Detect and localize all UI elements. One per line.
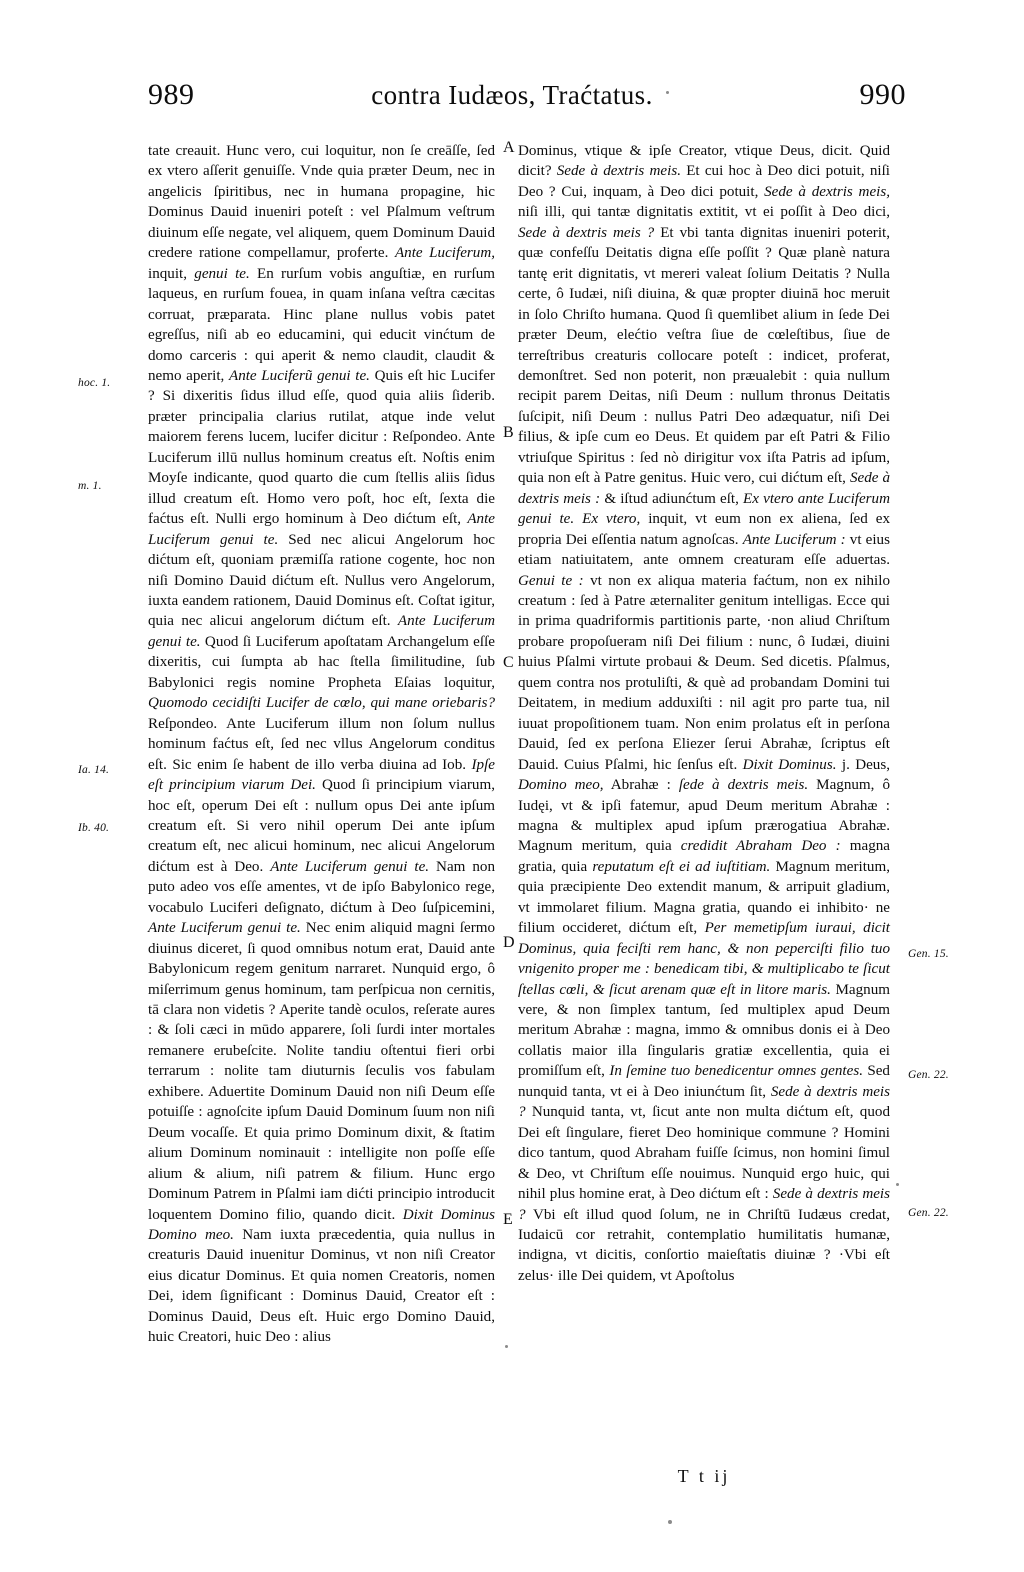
signature-mark: T t ij <box>677 1466 731 1486</box>
margin-note-left: m. 1. <box>78 480 102 492</box>
running-head <box>0 78 1024 118</box>
scan-speckle <box>668 1520 672 1524</box>
scan-speckle <box>505 1345 508 1348</box>
column-body-left: tate creauit. Hunc vero, cui loquitur, non ſe creāſſe, ſed ex vtero aſſerit genuiſſe. Vnde quia præter Deum, nec in angelicis ſpiritibus, nec in humana propagine, hic Dominus Dauid inueniri poteſt : vel Pſalmum veſtrum diuinum eſſe negate, vel aliquem, quem Dominum Dauid credere ratione compellamur, proferte. Ante Luciferum, inquit, genui te. En rurſum vobis anguſtiæ, en rurſum laqueus, en rurſum fouea, in quam inſana veſtra cæcitas corruat, præparata. Hinc plane nullus vobis patet egreſſus, niſi ab eo educamini, qui educit vinćtum de domo carceris : qui aperit & nemo claudit, claudit & nemo aperit, Ante Luciferũ genui te. Quis eſt hic Lucifer ? Si dixeritis ſidus illud eſſe, quod quia aliis ſiderib. præter principalia clarius rutilat, atque inde velut maiorem ferens lucem, lucifer dicitur : Reſpondeo. Ante Luciferum illū nullus hominum creatus eſt. Noſtis enim Moyſe indicante, quod quarto die cum ſtellis aliis ſidus illud creatum eſt. Homo vero poſt, hoc eſt, ſexta die faćtus eſt. Nulli ergo hominum à Deo dićtum eſt, Ante Luciferum genui te. Sed nec alicui Angelorum hoc dićtum eſt, quoniam præmiſſa ratione cogente, hoc non niſi Domino Dauid dićtum eſt. Nullus vero Angelorum, iuxta eandem rationem, Dauid Dominus eſt. Coſtat igitur, quia nec alicui angelorum dićtum eſt. Ante Luciferum genui te. Quod ſi Luciferum apoſtatam Archangelum eſſe dixeritis, cui ſumpta ab hac ſtella ſimilitudine, ſub Babylonici regis nomine Propheta Eſaias loquitur, Quomodo cecidiſti Lucifer de cœlo, qui mane oriebaris? Reſpondeo. Ante Luciferum illum non ſolum nullus hominum faćtus eſt, ſed nec vllus Angelorum conditus eſt. Sic enim ſe habent de illo verba diuina ad Iob. Ipſe eſt principium viarum Dei. Quod ſi principium viarum, hoc eſt, operum Dei eſt : nullum opus Dei ante ipſum creatum eſt. Si vero nihil operum Dei ante ipſum creatum eſt, nec alicui hominum, nec alicui Angelorum dićtum est à Deo. Ante Luciferum genui te. Nam non puto adeo vos eſſe amentes, vt de ipſo Babylonico rege, vocabulo Luciferi deſignato, dićtum à Deo ſuſpicemini, Ante Luciferum genui te. Nec enim aliquid magni ſermo diuinus diceret, ſi quod omnibus notum erat, Dauid ante Babylonicum regem genitum narraret. Nunquid ergo, ô miſerrimum genus hominum, tam perſpicua non cernitis, tā clara non videtis ? Aperite tandè oculos, reſerate aures : & ſoli cæci in mūdo apparere, ſoli ſurdi inter mortales remanere erubeſcite. Nolite tandiu oſtentui fieri orbi terrarum : nolite tam diuturnis ſeculis vos fabulam exhibere. Aduertite Dominum Dauid non niſi Deum eſſe potuiſſe : agnoſcite ipſum Dauid Dominum ſuum non niſi Deum vocaſſe. Et quia primo Dominum dixit, & ſtatim alium Dominum nominauit : intelligite non poſſe eſſe alium & alium, niſi patrem & filium. Hunc ergo Dominum Patrem in Pſalmi iam dićti principio introducit loquentem Domino filio, quando dicit. Dixit Dominus Domino meo. Nam iuxta præcedentia, quia nullus in creaturis Dauid inuenitur Dominus, vt non niſi Creator eius dicatur Dominus. Et quia nomen Creatoris, nomen Dei, idem ſignificant : Dominus Dauid, Creator eſt : Dominus Dauid, Deus eſt. Huic ergo Domino Dauid, huic Creatori, huic Deo : alius <box>148 143 496 1346</box>
running-head-title: contra Iudæos, Traćtatus. <box>371 80 653 110</box>
section-letter-b: B <box>503 424 514 441</box>
text-column-left <box>148 141 495 1348</box>
column-body-right: Dominus, vtique & ipſe Creator, vtique Deus, dicit. Quid dicit? Sede à dextris meis. Et cui hoc à Deo dici potuit, niſi Deo ? Cui, inquam, à Deo dici potuit, Sede à dextris meis, niſi illi, qui tantæ dignitatis extitit, vt ei poſſit à Deo dici, Sede à dextris meis ? Et vbi tanta dignitas inueniri poterit, quæ confeſſu Deitatis digna eſſe poſſit ? Quæ planè natura tantę erit dignitatis, vt mereri valeat ſolium Deitatis ? Nulla certe, ô Iudæi, niſi diuina, & quæ propter diuinā hoc meruit in ſolo Chriſto humana. Quod ſi quemlibet alium in ſede Dei præter Deum, elećtio veſtra ſiue de cœleſtibus, ſiue de terreſtribus creaturis collocare poteſt : indicet, proferat, demonſtret. Sed non poterit, non præualebit : quia nullum recipit parem Deitas, niſi Deum : nullum thronus Deitatis ſuſcipit, niſi Deum : nullus Patri Deo adæquatur, niſi Dei filius, & ipſe cum eo Deus. Et quidem par eſt Patri & Filio vtriuſque Spiritus : ſed nò dirigitur vox iſta Patris ad ipſum, quia non eſt à Patre genitus. Huic vero, cui dićtum eſt, Sede à dextris meis : & iſtud adiunćtum eſt, Ex vtero ante Luciferum genui te. Ex vtero, inquit, vt eum non ex aliena, ſed ex propria Dei eſſentia natum agnoſcas. Ante Luciferum : vt eius etiam natiuitatem, ante omnem creaturam eſſe aduertas. Genui te : vt non ex aliqua materia faćtum, non ex nihilo creatum : ſed à Patre æternaliter genitum intelligas. Ecce qui in prima quadriformis partitionis parte, ·non aliud Chriſtum probare propoſueram niſi Dei filium : nunc, ô Iudæi, diuini huius Pſalmi virtute probaui & Deum. Sed dicetis. Pſalmus, quem contra nos protuliſti, & què ad probandam Domini tui Deitatem, in medium adduxiſti : nil agit pro parte tua, nil iuuat propoſitionem tuam. Non enim prolatus eſt in perſona Dauid, ſed ex perſona Eliezer ſerui Abrahæ, ſcriptus eſt Dauid. Cuius Pſalmi, hic ſenſus eſt. Dixit Dominus. j. Deus, Domino meo, Abrahæ : ſede à dextris meis. Magnum, ô Iudęi, vt & ipſi fatemur, apud Deum meritum Abrahæ : magna & multiplex apud ipſum prærogatiua Abrahæ. Magnum meritum, quia credidit Abraham Deo : magna gratia, quia reputatum eſt ei ad iuſtitiam. Magnum meritum, quia præcipiente Deo extendit manum, & arripuit gladium, vt immolaret filium. Magna gratia, quando ei inhibito· ne filium occideret, dićtum eſt, Per memetipſum iuraui, dicit Dominus, quia feciſti rem hanc, & non peperciſti filio tuo vnigenito proper me : benedicam tibi, & multiplicabo te ſicut ſtellas cœli, & ſicut arenam quæ eſt in litore maris. Magnum vere, & non ſimplex tantum, ſed multiplex apud Deum meritum Abrahæ : magna, immo & omnibus donis ei à Deo collatis maior illa ſingularis gratiæ excellentia, quia ei promiſſum eſt, In ſemine tuo benedicentur omnes gentes. Sed nunquid tanta, vt ei à Deo iniunćtum ſit, Sede à dextris meis ? Nunquid tanta, vt, ſicut ante non multa dićtum eſt, quod Dei eſt ſingulare, fieret Deo hominique commune ? Homini dico tantum, quod Abraham fuiſſe ſcimus, non homini ſimul & Deo, vt Chriſtum eſſe nouimus. Nunquid ergo huic, qui nihil plus homine erat, à Deo dićtum eſt : Sede à dextris meis ? Vbi eſt illud quod ſolum, ne in Chriſtū Iudæus credat, Iudaicū cor retrahit, contemplatio humilitatis humanæ, indigna, vt dicitis, conſortio maieſtatis diuinæ ? ·Vbi eſt zelus· ille Dei quidem, vt Apoſtolus <box>518 143 891 1284</box>
folio-number-right: 990 <box>859 78 906 111</box>
text-column-right <box>518 141 890 1286</box>
section-letter-e: E <box>503 1211 513 1228</box>
margin-note-right: Gen. 22. <box>908 1207 949 1219</box>
margin-note-left: hoc. 1. <box>78 377 111 389</box>
margin-note-left: Ia. 14. <box>78 764 110 776</box>
margin-note-right: Gen. 15. <box>908 948 949 960</box>
scan-speckle <box>666 91 669 94</box>
folio-number-left: 989 <box>148 78 195 111</box>
section-letter-d: D <box>503 934 515 951</box>
scan-speckle <box>896 1183 899 1186</box>
margin-note-left: Ib. 40. <box>78 822 110 834</box>
section-letter-c: C <box>503 654 514 671</box>
section-letter-a: A <box>503 139 515 156</box>
margin-note-right: Gen. 22. <box>908 1069 949 1081</box>
